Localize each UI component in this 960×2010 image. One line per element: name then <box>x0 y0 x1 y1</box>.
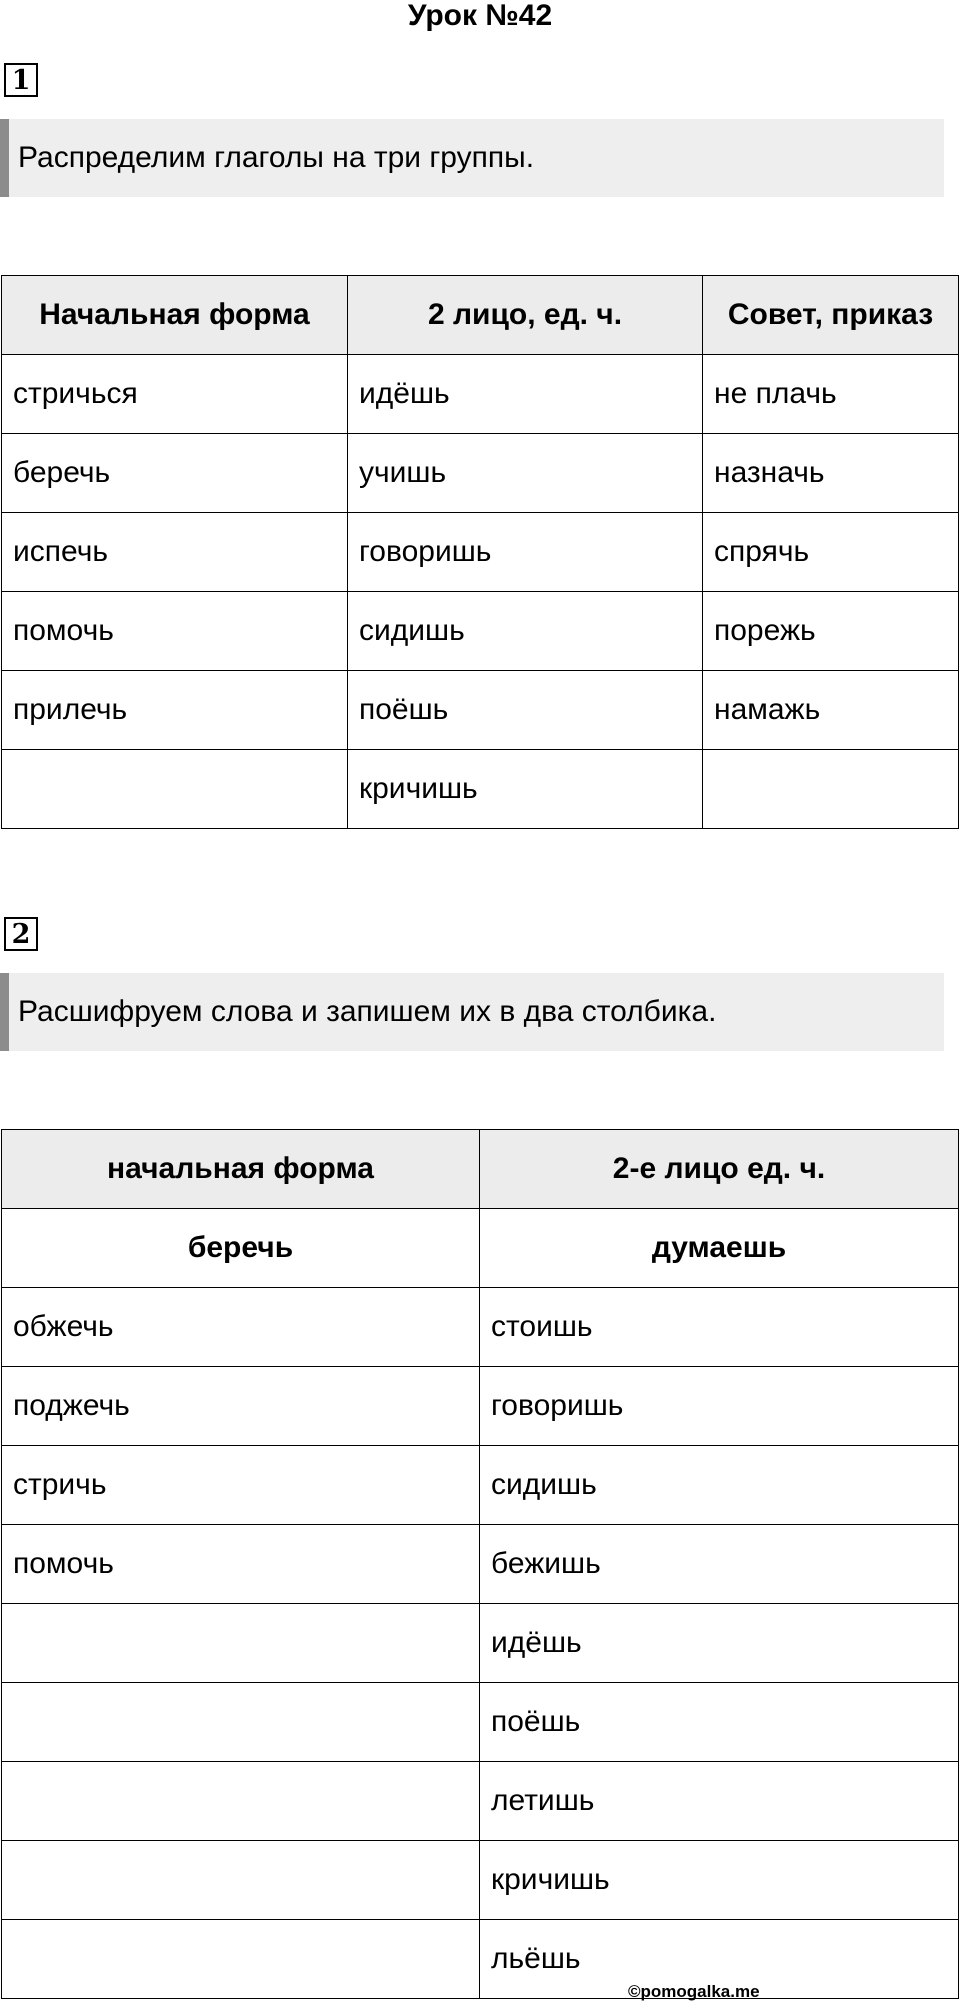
table-cell: помочь <box>2 592 348 671</box>
table-cell <box>703 750 959 829</box>
table-cell: стричь <box>2 1446 480 1525</box>
example-cell: думаешь <box>480 1209 959 1288</box>
table-row <box>2 1841 959 1920</box>
example-cell: беречь <box>2 1209 480 1288</box>
table-row <box>2 1762 959 1841</box>
table-cell <box>2 1604 480 1683</box>
table-cell: идёшь <box>348 355 703 434</box>
table-row <box>2 1683 959 1762</box>
table-cell: кричишь <box>348 750 703 829</box>
table-row <box>2 1367 959 1446</box>
column-header: начальная форма <box>2 1130 480 1209</box>
table-row <box>2 1920 959 1999</box>
table-row <box>2 750 959 829</box>
table-cell: беречь <box>2 434 348 513</box>
table-cell: не плачь <box>703 355 959 434</box>
table-cell: намажь <box>703 671 959 750</box>
table-cell: стричься <box>2 355 348 434</box>
table-row <box>2 592 959 671</box>
table-cell: сидишь <box>480 1446 959 1525</box>
task-1-instruction-text: Распределим глаголы на три группы. <box>18 141 535 174</box>
task-number-1: 1 <box>4 63 38 97</box>
table-cell <box>2 1920 480 1999</box>
footer-watermark: ©pomogalka.me <box>628 1982 760 2001</box>
table-cell: поёшь <box>348 671 703 750</box>
table-cell: поёшь <box>480 1683 959 1762</box>
table-cell <box>2 1762 480 1841</box>
table-cell: прилечь <box>2 671 348 750</box>
table-row <box>2 1604 959 1683</box>
table-cell: учишь <box>348 434 703 513</box>
table-cell: кричишь <box>480 1841 959 1920</box>
table-cell: назначь <box>703 434 959 513</box>
table-row <box>2 671 959 750</box>
table-cell: говоришь <box>480 1367 959 1446</box>
table-header-row <box>2 276 959 355</box>
table-cell: обжечь <box>2 1288 480 1367</box>
table-cell: бежишь <box>480 1525 959 1604</box>
task-1-instruction <box>0 119 944 197</box>
table-row <box>2 513 959 592</box>
table-cell: спрячь <box>703 513 959 592</box>
example-row <box>2 1209 959 1288</box>
column-header: 2-е лицо ед. ч. <box>480 1130 959 1209</box>
table-row <box>2 434 959 513</box>
task-2-instruction <box>0 973 944 1051</box>
column-header: Начальная форма <box>2 276 348 355</box>
task-2-instruction-text: Расшифруем слова и запишем их в два столбика. <box>18 995 717 1028</box>
table-header-row <box>2 1130 959 1209</box>
table-row <box>2 1288 959 1367</box>
table-cell: поджечь <box>2 1367 480 1446</box>
table-row <box>2 1446 959 1525</box>
table-cell <box>2 750 348 829</box>
table-cell: сидишь <box>348 592 703 671</box>
column-header: Совет, приказ <box>703 276 959 355</box>
table-cell: говоришь <box>348 513 703 592</box>
table-cell: помочь <box>2 1525 480 1604</box>
task-number-2: 2 <box>4 917 38 951</box>
column-header: 2 лицо, ед. ч. <box>348 276 703 355</box>
table-cell <box>2 1683 480 1762</box>
table-cell <box>2 1841 480 1920</box>
table-row <box>2 355 959 434</box>
table-cell: порежь <box>703 592 959 671</box>
page-title: Урок №42 <box>407 0 553 32</box>
table-cell: льёшь <box>480 1920 959 1999</box>
task-2-table <box>1 1129 959 1999</box>
table-cell: идёшь <box>480 1604 959 1683</box>
table-cell: стоишь <box>480 1288 959 1367</box>
task-1-table <box>1 275 959 829</box>
table-cell: летишь <box>480 1762 959 1841</box>
table-row <box>2 1525 959 1604</box>
table-cell: испечь <box>2 513 348 592</box>
